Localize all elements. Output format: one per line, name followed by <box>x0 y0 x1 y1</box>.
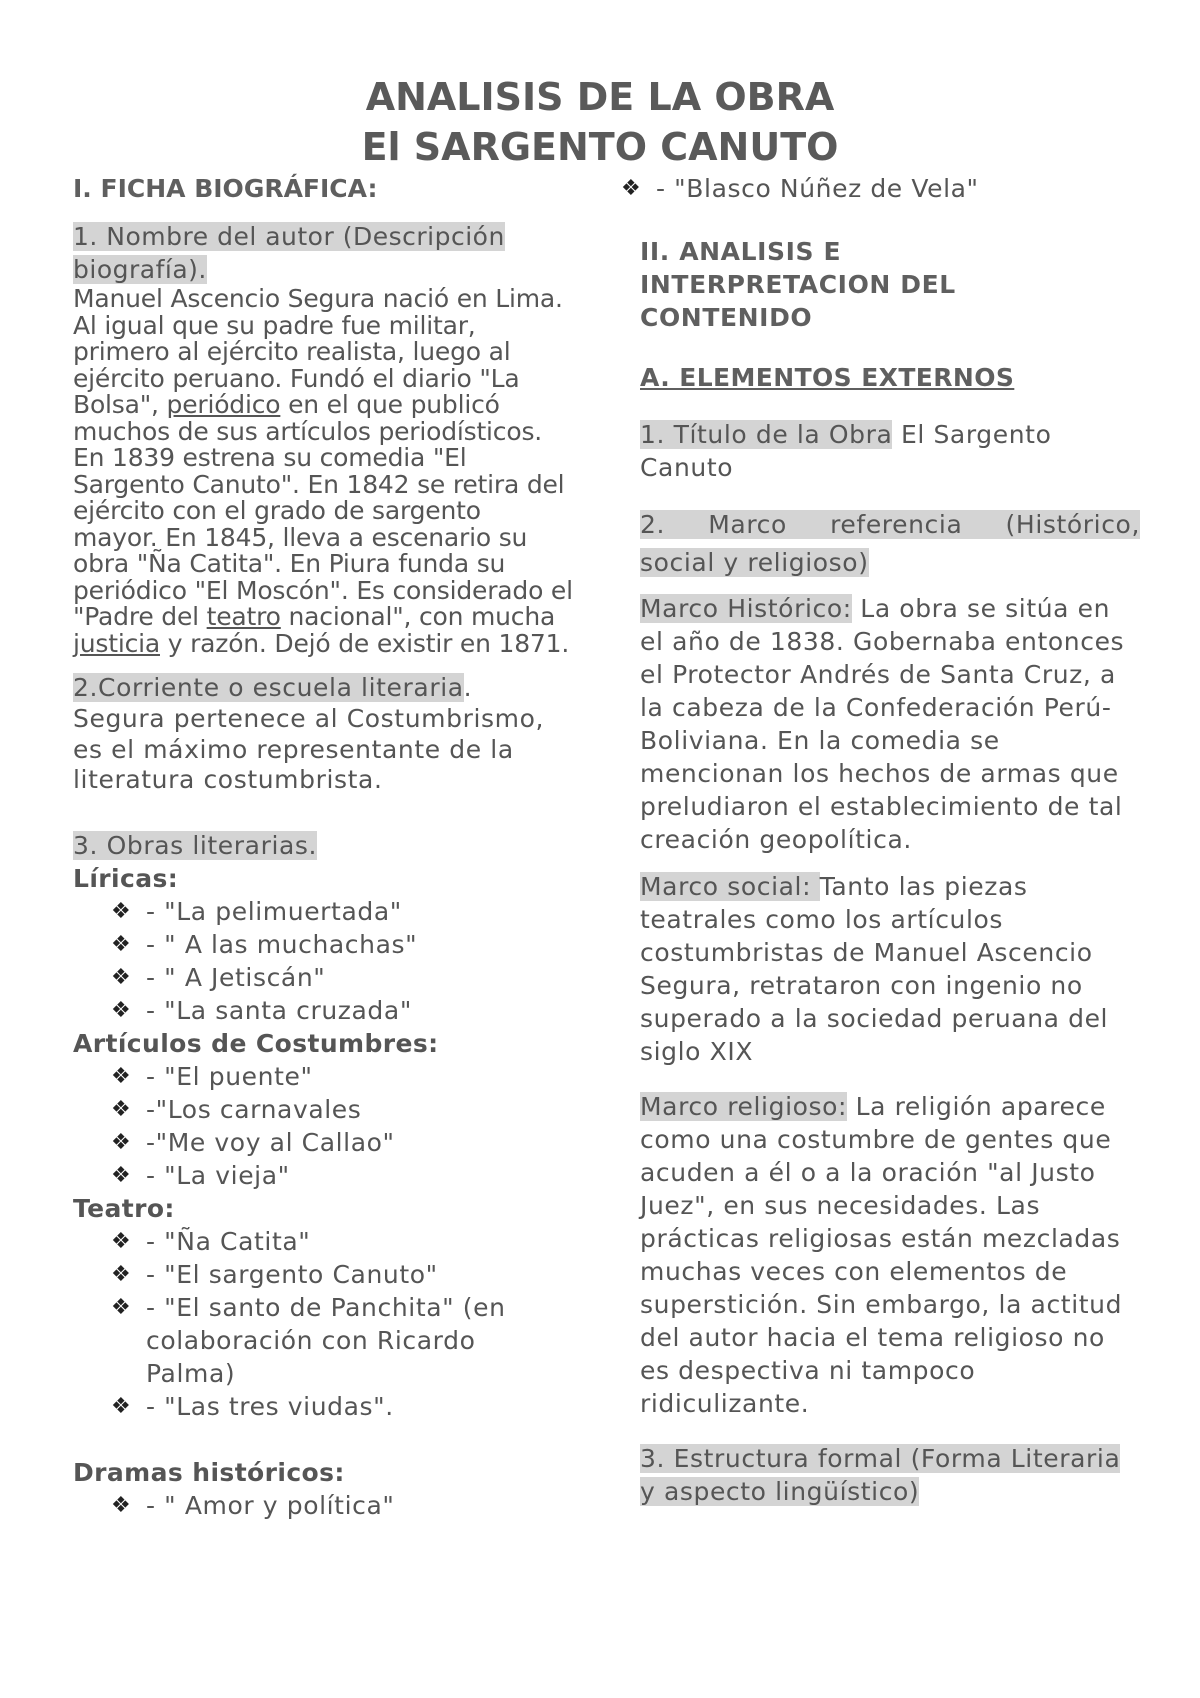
bio-text-2: en el que publicó muchos de sus artículos periodísticos. En 1839 estrena su comedia "El Sargento Canuto". En 1842 se retira del ejército con el grado de sargento mayor. En 1845, lleva a escenario su obra "Ña Catita". En Piura funda su periódico "El Moscón". Es considerado el "Padre del <box>73 390 573 631</box>
title-line-1: ANALISIS DE LA OBRA <box>365 75 835 119</box>
bio-text-3: nacional", con mucha <box>280 602 556 631</box>
diamond-bullet-icon: ❖ <box>111 931 132 957</box>
diamond-bullet-icon: ❖ <box>111 964 132 990</box>
liricas-list <box>73 895 573 1027</box>
section-ficha-biografica: I. FICHA BIOGRÁFICA: <box>73 174 378 203</box>
diamond-bullet-icon: ❖ <box>111 1162 132 1188</box>
list-item: ❖ - " Amor y política" <box>111 1490 395 1520</box>
diamond-bullet-icon: ❖ <box>111 1393 132 1419</box>
list-item: ❖ - "El santo de Panchita" (en colaboración con Ricardo Palma) <box>111 1292 506 1388</box>
diamond-bullet-icon: ❖ <box>111 1063 132 1089</box>
list-item: ❖ - "La pelimuertada" <box>111 896 402 926</box>
diamond-bullet-icon: ❖ <box>111 1228 132 1254</box>
teatro-label: Teatro: <box>73 1193 175 1223</box>
marco-social-text: Tanto las piezas teatrales como los artículos costumbristas de Manuel Ascencio Segura, retrataron con ingenio no superado a la sociedad peruana del siglo XIX <box>640 872 1109 1066</box>
list-item: ❖ - "La vieja" <box>111 1160 290 1190</box>
list-item: ❖ -"Los carnavales <box>111 1094 362 1124</box>
diamond-bullet-icon: ❖ <box>111 898 132 924</box>
author-heading <box>73 220 573 286</box>
list-item: ❖ - "El sargento Canuto" <box>111 1259 438 1289</box>
marco-religioso <box>640 1090 1140 1420</box>
diamond-bullet-icon: ❖ <box>111 1294 132 1320</box>
marco-social <box>640 870 1140 1068</box>
titulo-obra <box>640 418 1140 484</box>
list-item: ❖ - "Ña Catita" <box>111 1226 311 1256</box>
marco-historico-text: La obra se sitúa en el año de 1838. Gobernaba entonces el Protector Andrés de Santa Cruz, a la cabeza de la Confederación Perú-Boliviana. En la comedia se mencionan los hechos de armas que preludiaron el establecimiento de tal creación geopolítica. <box>640 594 1125 854</box>
link-teatro[interactable]: teatro <box>206 602 281 631</box>
marco-historico-label: Marco Histórico: <box>640 594 852 623</box>
dramas-list <box>73 1489 573 1522</box>
school-text: Segura pertenece al Costumbrismo, es el máximo representante de la literatura costumbrista. <box>73 704 545 794</box>
link-justicia[interactable]: justicia <box>73 628 160 658</box>
list-item: ❖ - "La santa cruzada" <box>111 995 412 1025</box>
diamond-bullet-icon: ❖ <box>111 1261 132 1287</box>
title-line-2: El SARGENTO CANUTO <box>361 125 839 169</box>
dramas-list-continued <box>583 172 1140 205</box>
marco-heading-line-2: social y religioso) <box>640 548 869 577</box>
diamond-bullet-icon: ❖ <box>111 997 132 1023</box>
articulos-list <box>73 1060 573 1192</box>
school-heading <box>73 671 573 704</box>
right-column <box>621 172 1140 1508</box>
works-heading <box>73 829 573 862</box>
list-item: ❖ - "Las tres viudas". <box>111 1391 394 1421</box>
author-heading-line-2: biografía). <box>73 255 207 284</box>
titulo-label: 1. Título de la Obra <box>640 420 893 449</box>
author-heading-line-1: 1. Nombre del autor (Descripción <box>73 222 505 251</box>
works-heading-label: 3. Obras literarias. <box>73 830 318 860</box>
school-heading-label: 2.Corriente o escuela literaria <box>73 673 464 702</box>
diamond-bullet-icon: ❖ <box>111 1129 132 1155</box>
list-item: ❖ - "El puente" <box>111 1061 313 1091</box>
marco-social-label: Marco social: <box>640 872 820 901</box>
document-title <box>0 72 1200 172</box>
estructura-heading: 3. Estructura formal (Forma Literaria y aspecto lingüístico) <box>640 1444 1121 1506</box>
marco-referencia-heading <box>640 506 1140 582</box>
author-biography <box>73 286 573 657</box>
liricas-label: Líricas: <box>73 863 179 893</box>
school-heading-dot: . <box>463 673 473 702</box>
diamond-bullet-icon: ❖ <box>621 176 642 201</box>
titulo-value: El Sargento Canuto <box>640 420 1052 482</box>
teatro-list <box>73 1225 573 1423</box>
diamond-bullet-icon: ❖ <box>111 1492 132 1518</box>
list-item: ❖ - " A Jetiscán" <box>111 962 326 992</box>
left-column <box>73 172 573 1522</box>
marco-historico <box>640 592 1140 856</box>
section-analisis: II. ANALISIS E INTERPRETACION DEL CONTENIDO <box>640 237 956 332</box>
bio-text-1: Manuel Ascencio Segura nació en Lima. Al igual que su padre fue militar, primero al ejército realista, luego al ejército peruano. Fundó el diario "La Bolsa", <box>73 284 563 419</box>
list-item: ❖ - " A las muchachas" <box>111 929 418 959</box>
bio-text-4: y razón. Dejó de existir en 1871. <box>159 628 570 658</box>
diamond-bullet-icon: ❖ <box>111 1096 132 1122</box>
marco-heading-line-1: 2. Marco referencia (Histórico, <box>640 510 1140 539</box>
marco-religioso-label: Marco religioso: <box>640 1092 848 1121</box>
articulos-label: Artículos de Costumbres: <box>73 1028 439 1058</box>
list-item: ❖ -"Me voy al Callao" <box>111 1127 395 1157</box>
link-periodico[interactable]: periódico <box>166 390 281 419</box>
dramas-label: Dramas históricos: <box>73 1457 345 1487</box>
marco-religioso-text: La religión aparece como una costumbre de gentes que acuden a él o a la oración "al Justo Juez", en sus necesidades. Las prácticas religiosas están mezcladas muchas veces con elementos de superstición. Sin embargo, la actitud del autor hacia el tema religioso no es despectiva ni tampoco ridiculizante. <box>640 1092 1123 1418</box>
section-elementos-externos: A. ELEMENTOS EXTERNOS <box>640 363 1015 392</box>
list-item: ❖ - "Blasco Núñez de Vela" <box>621 174 979 203</box>
